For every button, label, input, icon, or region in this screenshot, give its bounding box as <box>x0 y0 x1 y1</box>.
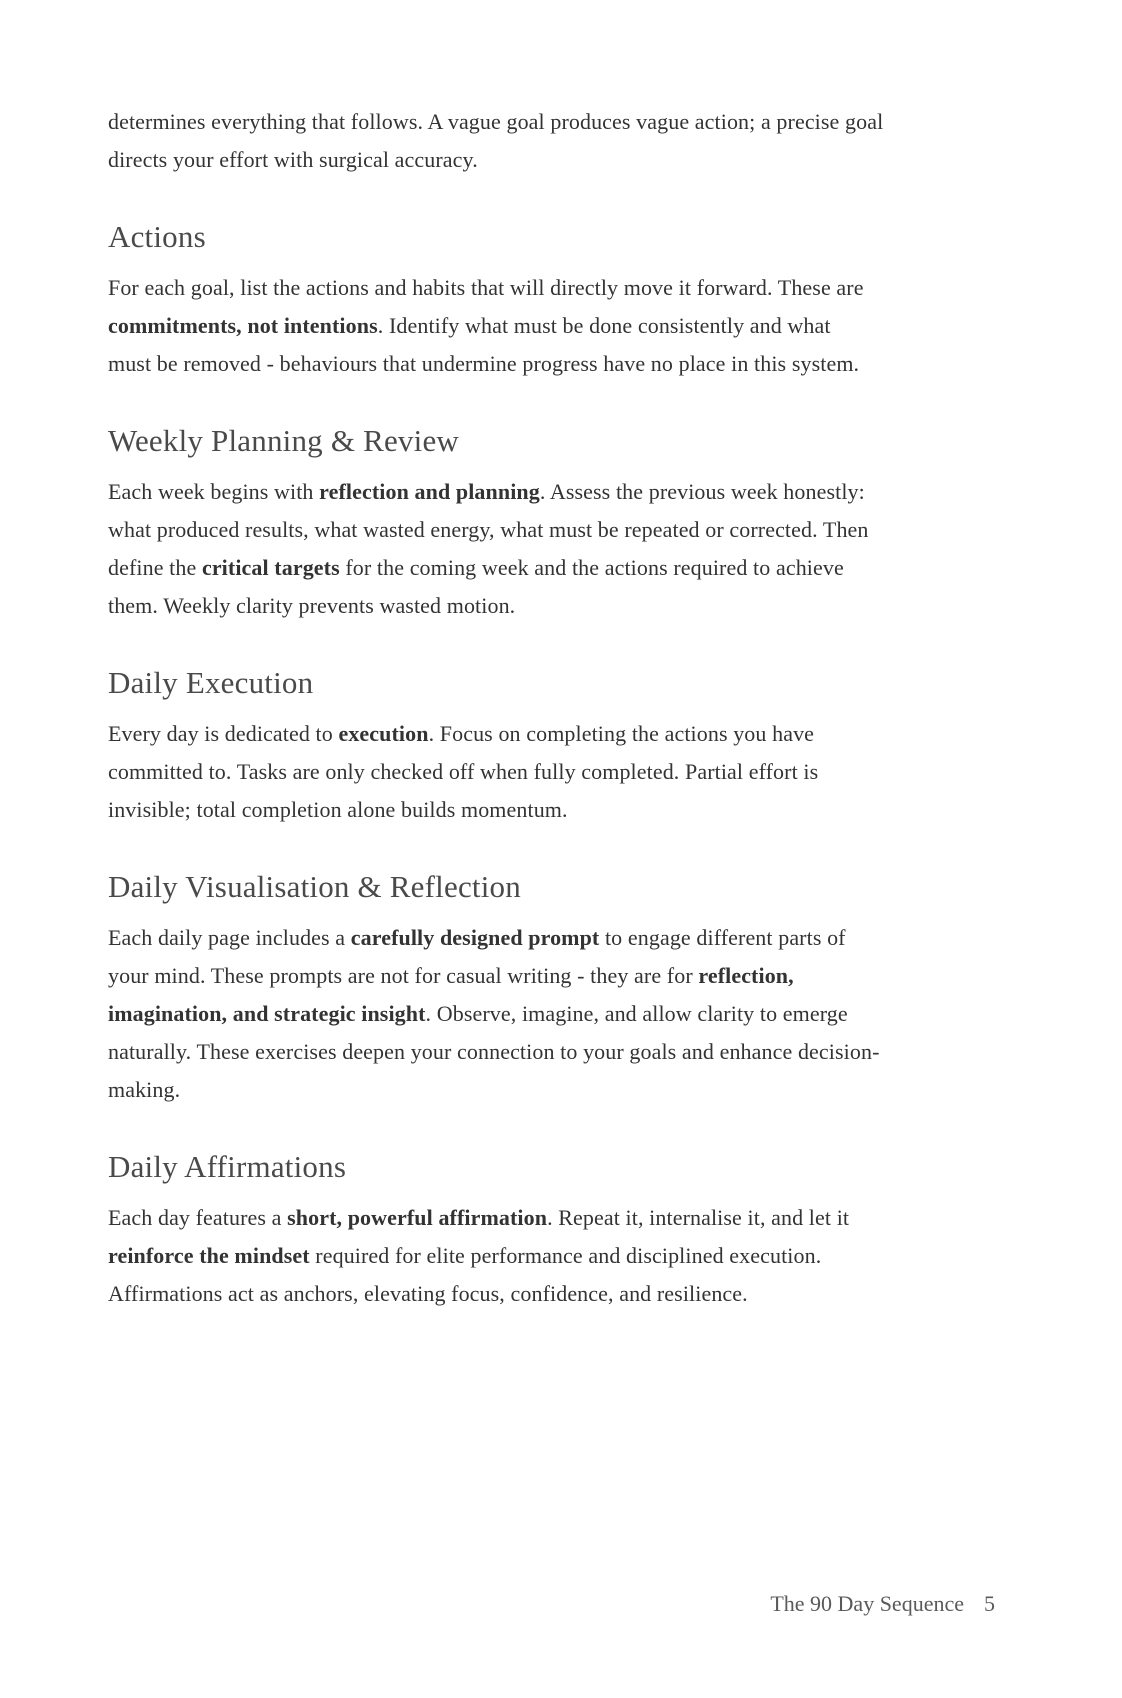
text-segment: invisible; total completion alone builds momentum. <box>108 797 568 822</box>
text-line <box>108 1033 1014 1071</box>
paragraph <box>108 919 1014 1109</box>
text-line <box>108 587 1014 625</box>
bold-text: execution <box>338 721 429 746</box>
text-line <box>108 307 1014 345</box>
text-segment: Each day features a <box>108 1205 288 1230</box>
text-line <box>108 141 1014 179</box>
page-footer <box>770 1591 995 1617</box>
paragraph <box>108 269 1014 383</box>
section-heading: Daily Visualisation & Reflection <box>108 869 521 904</box>
bold-text: short, powerful affirmation <box>287 1205 548 1230</box>
text-segment: Each week begins with <box>108 479 320 504</box>
text-line <box>108 511 1014 549</box>
text-line <box>108 549 1014 587</box>
text-line <box>108 473 1014 511</box>
text-segment: . Observe, imagine, and allow clarity to emerge <box>425 1001 848 1026</box>
text-segment: naturally. These exercises deepen your connection to your goals and enhance decision- <box>108 1039 880 1064</box>
text-segment: what produced results, what wasted energy, what must be repeated or corrected. Then <box>108 517 869 542</box>
bold-text: carefully designed prompt <box>350 925 600 950</box>
section-heading: Daily Execution <box>108 665 314 700</box>
text-line <box>108 1071 1014 1109</box>
text-segment: . Identify what must be done consistently and what <box>377 313 831 338</box>
text-segment: for the coming week and the actions required to achieve <box>339 555 844 580</box>
paragraph <box>108 103 1014 179</box>
page-content <box>108 103 1014 1313</box>
section-heading: Daily Affirmations <box>108 1149 347 1184</box>
text-segment: directs your effort with surgical accuracy. <box>108 147 478 172</box>
text-line <box>108 957 1014 995</box>
bold-text: reflection, <box>698 963 794 988</box>
bold-text: imagination, and strategic insight <box>108 1001 426 1026</box>
text-segment: . Focus on completing the actions you have <box>428 721 815 746</box>
text-line <box>108 753 1014 791</box>
text-line <box>108 1199 1014 1237</box>
text-line <box>108 919 1014 957</box>
section-heading: Actions <box>108 219 206 254</box>
bold-text: reflection and planning <box>319 479 540 504</box>
text-segment: committed to. Tasks are only checked off when fully completed. Partial effort is <box>108 759 819 784</box>
text-line <box>108 791 1014 829</box>
paragraph <box>108 1199 1014 1313</box>
bold-text: critical targets <box>201 555 340 580</box>
text-segment: them. Weekly clarity prevents wasted motion. <box>108 593 516 618</box>
text-segment: must be removed - behaviours that undermine progress have no place in this system. <box>108 351 860 376</box>
bold-text: commitments, not intentions <box>108 313 378 338</box>
text-line <box>108 345 1014 383</box>
text-segment: determines everything that follows. A vague goal produces vague action; a precise goal <box>108 109 884 134</box>
text-segment: making. <box>108 1077 181 1102</box>
footer-book-title: The 90 Day Sequence <box>770 1591 964 1616</box>
text-segment: . Assess the previous week honestly: <box>539 479 865 504</box>
text-segment: define the <box>108 555 202 580</box>
text-segment: required for elite performance and disciplined execution. <box>309 1243 822 1268</box>
text-line <box>108 995 1014 1033</box>
text-segment: your mind. These prompts are not for casual writing - they are for <box>108 963 699 988</box>
paragraph <box>108 715 1014 829</box>
paragraph <box>108 473 1014 625</box>
section-heading: Weekly Planning & Review <box>108 423 459 458</box>
text-line <box>108 103 1014 141</box>
text-line <box>108 269 1014 307</box>
text-segment: Affirmations act as anchors, elevating focus, confidence, and resilience. <box>108 1281 748 1306</box>
text-segment: to engage different parts of <box>599 925 846 950</box>
footer-page-number: 5 <box>984 1591 995 1616</box>
text-segment: Each daily page includes a <box>108 925 351 950</box>
text-segment: For each goal, list the actions and habits that will directly move it forward. These are <box>108 275 864 300</box>
text-segment: . Repeat it, internalise it, and let it <box>547 1205 850 1230</box>
text-segment: Every day is dedicated to <box>108 721 339 746</box>
text-line <box>108 1237 1014 1275</box>
bold-text: reinforce the mindset <box>108 1243 310 1268</box>
text-line <box>108 1275 1014 1313</box>
text-line <box>108 715 1014 753</box>
